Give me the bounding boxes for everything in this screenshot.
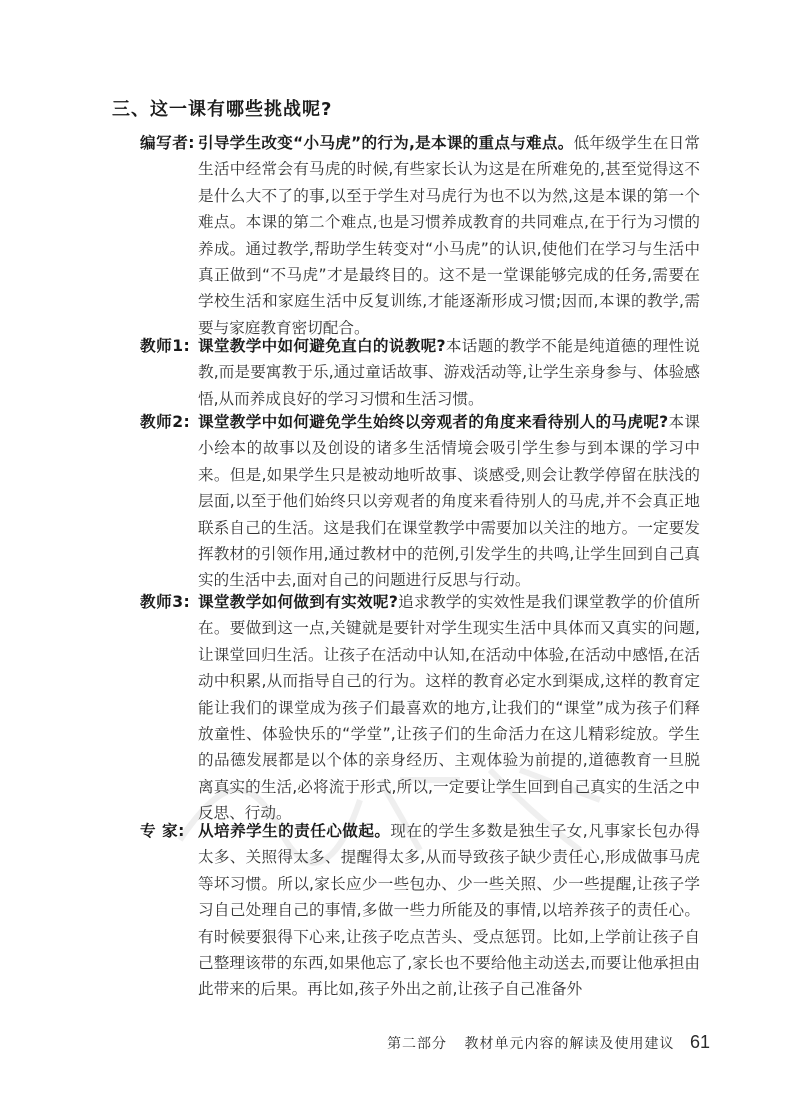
speaker-label-teacher1: 教师1: [140, 337, 191, 355]
speaker-label-expert: 专 家: [140, 822, 185, 840]
paragraph-body [198, 589, 700, 827]
speaker-label-teacher3: 教师3: [140, 593, 191, 611]
paragraph-lead: 从培养学生的责任心做起。 [198, 822, 391, 840]
teacher3-paragraph [140, 589, 700, 827]
paragraph-text: 追求教学的实效性是我们课堂教学的价值所在。要做到这一点,关键就是要针对学生现实生活中具体而又真实的问题,让课堂回归生活。让孩子在活动中认知,在活动中体验,在活动中感悟,在活动中积累,从而指导自己的行为。这样的教育必定水到渠成,这样的教育定能让我们的课堂成为孩子们最喜欢的地方,让我们的“课堂”成为孩子们释放童性、体验快乐的“学堂”,让孩子们的生命活力在这儿精彩绽放。学生的品德发展都是以个体的亲身经历、主观体验为前提的,道德教育一旦脱离真实的生活,必将流于形式,所以,一定要让学生回到自己真实的生活之中反思、行动。 [198, 593, 700, 823]
footer-part: 第二部分 [387, 1036, 448, 1052]
paragraph-body [198, 333, 700, 412]
paragraph-lead: 课堂教学如何做到有实效呢? [198, 593, 398, 611]
paragraph-text: 本话题的教学不能是纯道德的理性说教,而是要寓教于乐,通过童话故事、游戏活动等,让学生亲身参与、体验感悟,从而养成良好的学习习惯和生活习惯。 [198, 337, 700, 408]
paragraph-lead: 课堂教学中如何避免直白的说教呢? [198, 337, 446, 355]
paragraph-text: 低年级学生在日常生活中经常会有马虎的时候,有些家长认为这是在所难免的,甚至觉得这不是什么大不了的事,以至于学生对马虎行为也不以为然,这是本课的第一个难点。本课的第二个难点,也是习惯养成教育的共同难点,在于行为习惯的养成。通过教学,帮助学生转变对“小马虎”的认识,使他们在学习与生活中真正做到“不马虎”才是最终目的。这不是一堂课能够完成的任务,需要在学校生活和家庭生活中反复训练,才能逐渐形成习惯;因而,本课的教学,需要与家庭教育密切配合。 [198, 134, 700, 337]
paragraph-body [198, 818, 700, 1003]
teacher2-paragraph [140, 409, 700, 594]
paragraph-lead: 课堂教学中如何避免学生始终以旁观者的角度来看待别人的马虎呢? [198, 413, 669, 431]
teacher1-paragraph [140, 333, 700, 412]
paragraph-body [198, 409, 700, 594]
footer-title: 教材单元内容的解读及使用建议 [464, 1036, 675, 1052]
section-heading: 三、这一课有哪些挑战呢? [112, 99, 333, 120]
paragraph-text: 本课小绘本的故事以及创设的诸多生活情境会吸引学生参与到本课的学习中来。但是,如果学生只是被动地听故事、谈感受,则会让教学停留在肤浅的层面,以至于他们始终只以旁观者的角度来看待别人的马虎,并不会真正地联系自己的生活。这是我们在课堂教学中需要加以关注的地方。一定要发挥教材的引领作用,通过教材中的范例,引发学生的共鸣,让学生回到自己真实的生活中去,面对自己的问题进行反思与行动。 [198, 413, 700, 590]
page-footer [387, 1032, 710, 1053]
paragraph-body [198, 130, 700, 341]
paragraph-lead: 引导学生改变“小马虎”的行为,是本课的重点与难点。 [198, 134, 574, 152]
speaker-label-editor: 编写者: [140, 134, 196, 152]
speaker-label-teacher2: 教师2: [140, 413, 191, 431]
page-number: 61 [689, 1032, 710, 1052]
paragraph-text: 现在的学生多数是独生子女,凡事家长包办得太多、关照得太多、提醒得太多,从而导致孩子缺少责任心,形成做事马虎等坏习惯。所以,家长应少一些包办、少一些关照、少一些提醒,让孩子学习自己处理自己的事情,多做一些力所能及的事情,以培养孩子的责任心。有时候要狠得下心来,让孩子吃点苦头、受点惩罚。比如,上学前让孩子自己整理该带的东西,如果他忘了,家长也不要给他主动送去,而要让他承担由此带来的后果。再比如,孩子外出之前,让孩子自己准备外 [198, 822, 700, 999]
expert-paragraph [140, 818, 700, 1003]
editor-paragraph [140, 130, 700, 341]
